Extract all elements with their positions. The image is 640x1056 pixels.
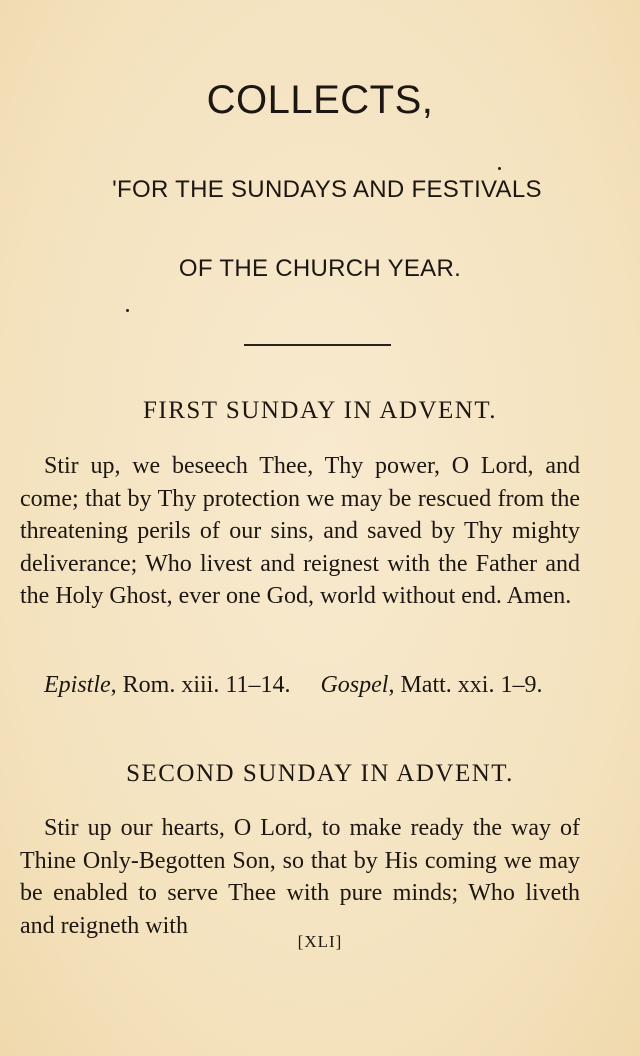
readings-first-advent [20,669,580,702]
section-heading-first-advent: FIRST SUNDAY IN ADVENT. [143,397,497,424]
epistle-reference: , Rom. xiii. 11–14. [110,672,291,698]
epistle-label: Epistle [44,672,111,698]
gospel-reference: , Matt. xxi. 1–9. [388,672,543,698]
gospel-label: Gospel [320,672,389,698]
page-title: COLLECTS, [206,78,434,122]
page-folio: [XLI] [297,932,343,951]
section-heading-second-advent: SECOND SUNDAY IN ADVENT. [126,760,514,787]
print-speck [126,309,129,312]
page-subtitle-line-2: OF THE CHURCH YEAR. [178,255,462,282]
collect-second-advent: Stir up our hearts, O Lord, to make ready the way of Thine Only-Begotten Son, so that by His coming we may be enabled to serve Thee with pure minds; Who liveth and reigneth with [20,815,580,939]
page-subtitle-line-1: 'FOR THE SUNDAYS AND FESTIVALS [112,176,542,203]
collect-first-advent: Stir up, we beseech Thee, Thy power, O Lord, and come; that by Thy protection we may be rescued from the threatening perils of our sins, and saved by Thy mighty deliverance; Who livest and reignest with the Father and the Holy Ghost, ever one God, world without end. Amen. [20,453,580,609]
print-speck [498,167,501,170]
title-divider [244,344,391,346]
